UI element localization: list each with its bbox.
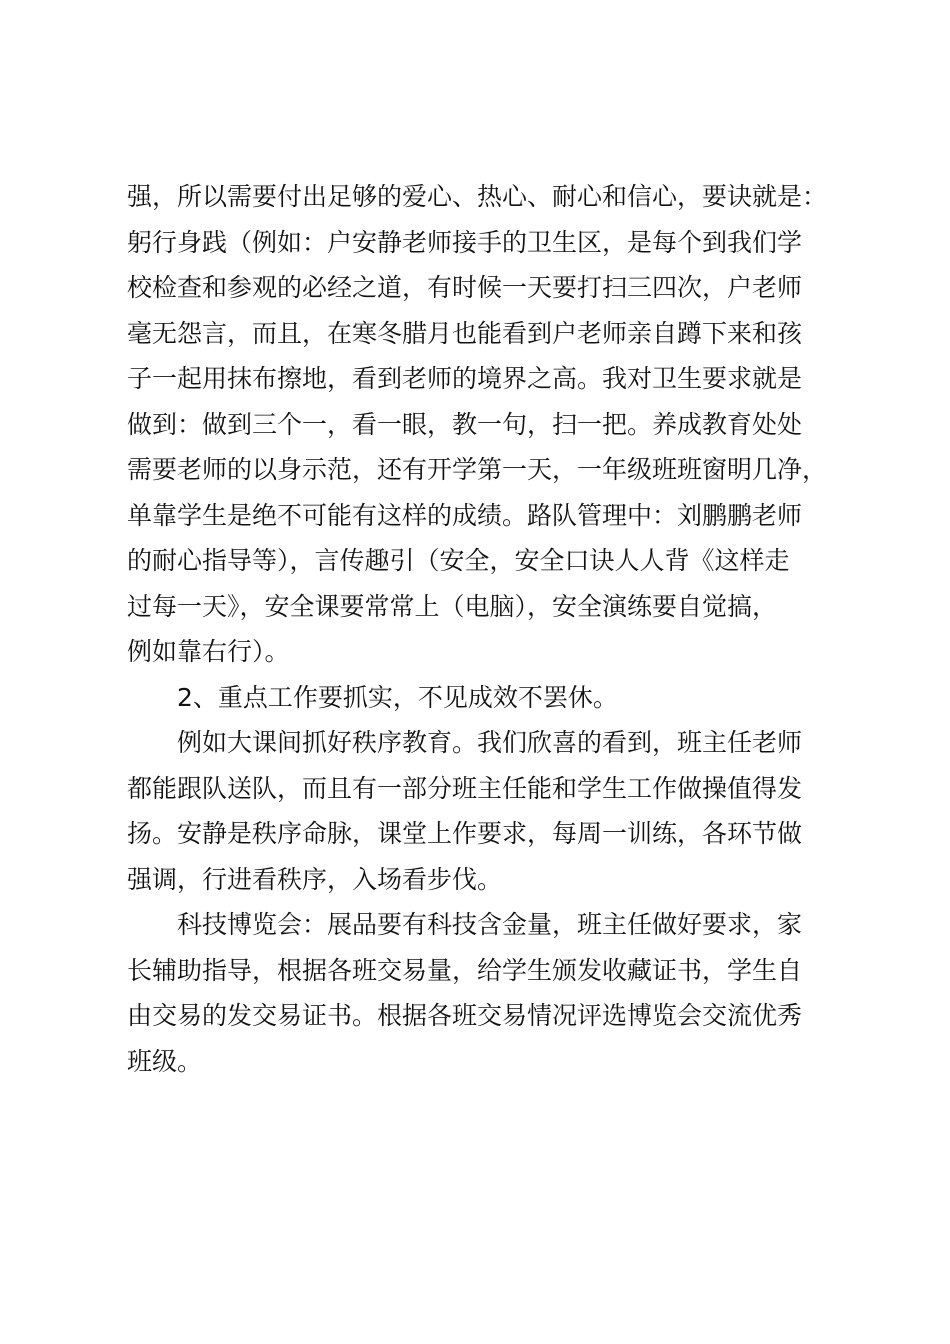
- document-body: [127, 174, 867, 1084]
- text-line: 科技博览会：展品要有科技含金量，班主任做好要求，家: [177, 910, 803, 939]
- text-line: 单靠学生是绝不可能有这样的成绩。路队管理中：刘鹏鹏老师: [127, 500, 803, 530]
- text-line: 躬行身践（例如：户安静老师接手的卫生区，是每个到我们学: [127, 227, 803, 257]
- text-line: 需要老师的以身示范，还有开学第一天，一年级班班窗明几净，: [127, 455, 828, 484]
- text-line: 长辅助指导，根据各班交易量，给学生颁发收藏证书，学生自: [127, 955, 803, 985]
- text-line: 强，所以需要付出足够的爱心、热心、耐心和信心，要诀就是：: [127, 182, 828, 211]
- text-line: 校检查和参观的必经之道，有时候一天要打扫三四次，户老师: [127, 273, 803, 302]
- text-line: 由交易的发交易证书。根据各班交易情况评选博览会交流优秀: [127, 1001, 803, 1030]
- text-line: 例如靠右行）。: [127, 637, 290, 666]
- text-line: 毫无怨言，而且，在寒冬腊月也能看到户老师亲自蹲下来和孩: [127, 318, 803, 348]
- text-line: 班级。: [127, 1046, 203, 1076]
- section-heading: [127, 675, 867, 721]
- paragraph-science-fair: [127, 902, 867, 1084]
- text-line: 都能跟队送队，而且有一部分班主任能和学生工作做操值得发: [127, 773, 803, 803]
- text-line: 扬。安静是秩序命脉，课堂上作要求，每周一训练，各环节做: [127, 819, 803, 848]
- paragraph-continuation: [127, 174, 867, 675]
- text-line: 子一起用抹布擦地，看到老师的境界之高。我对卫生要求就是: [127, 364, 803, 393]
- paragraph-class-break: [127, 720, 867, 902]
- heading-text: 2、重点工作要抓实，不见成效不罢休。: [177, 682, 618, 712]
- text-line: 强调，行进看秩序，入场看步伐。: [127, 864, 503, 894]
- text-line: 做到：做到三个一，看一眼，教一句，扫一把。养成教育处处: [127, 409, 803, 439]
- text-line: 例如大课间抓好秩序教育。我们欣喜的看到，班主任老师: [177, 728, 803, 757]
- text-line: 的耐心指导等），言传趣引（安全，安全口诀人人背《这样走: [127, 546, 790, 575]
- text-line: 过每一天》，安全课要常常上（电脑），安全演练要自觉搞，: [127, 591, 778, 621]
